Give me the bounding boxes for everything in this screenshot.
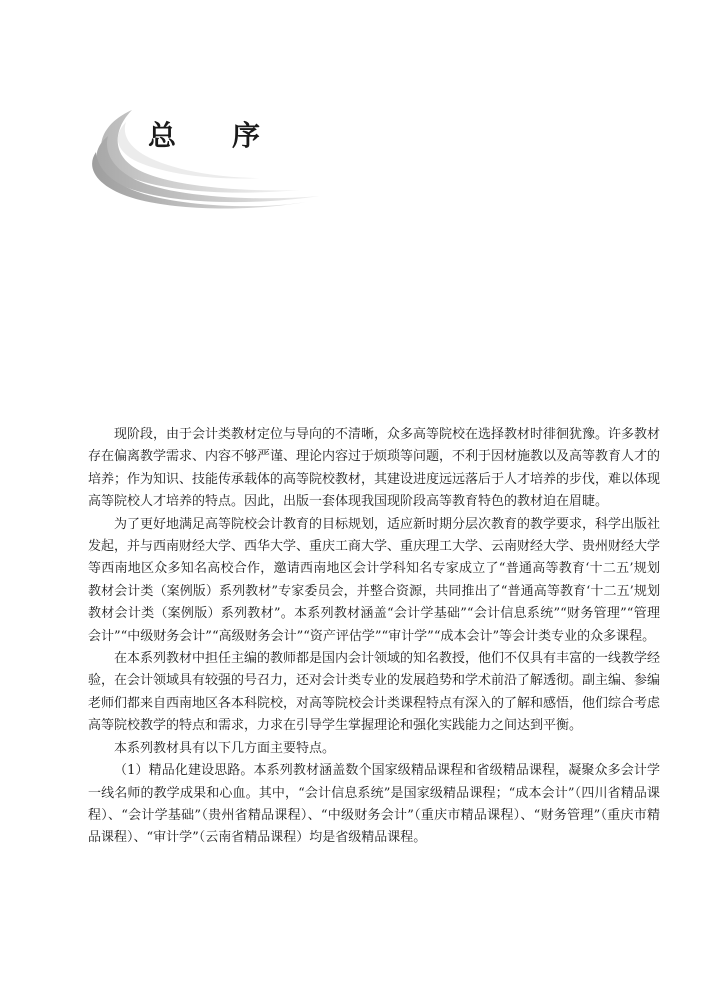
title-char-1: 总 xyxy=(148,119,177,152)
paragraph: （1）精品化建设思路。本系列教材涵盖数个国家级精品课程和省级精品课程，凝聚众多会计学一线名师的教学成果和心血。其中，“会计信息系统”是国家级精品课程；“成本会计”（四川省精品课程）、“会计学基础”（贵州省精品课程）、“中级财务会计”（重庆市精品课程）、“财务管理”（重庆市精品课程）、“审计学”（云南省精品课程）均是省级精品课程。 xyxy=(88,763,660,846)
preface-body xyxy=(88,424,660,850)
paragraph: 为了更好地满足高等院校会计教育的目标规划，适应新时期分层次教育的教学要求，科学出版社发起，并与西南财经大学、西华大学、重庆工商大学、重庆理工大学、云南财经大学、贵州财经大学等西南地区众多知名高校合作，邀请西南地区会计学科知名专家成立了“普通高等教育‘十二五’规划教材会计类（案例版）系列教材”专家委员会，并整合资源，共同推出了“普通高等教育‘十二五’规划教材会计类（案例版）系列教材”。本系列教材涵盖“会计学基础”“会计信息系统”“财务管理”“管理会计”“中级财务会计”“高级财务会计”“资产评估学”“审计学”“成本会计”等会计类专业的众多课程。 xyxy=(88,516,661,644)
paragraph: 现阶段，由于会计类教材定位与导向的不清晰，众多高等院校在选择教材时徘徊犹豫。许多教材存在偏离教学需求、内容不够严谨、理论内容过于烦琐等问题，不利于因材施教以及高等教育人才的培养；作为知识、技能传承载体的高等院校教材，其建设进度远远落后于人才培养的步伐，难以体现高等院校人才培养的特点。因此，出版一套体现我国现阶段高等教育特色的教材迫在眉睫。 xyxy=(88,427,661,510)
paragraph: 本系列教材具有以下几方面主要特点。 xyxy=(114,740,336,756)
decorative-swoosh-graphic xyxy=(0,0,706,300)
page-title xyxy=(148,114,288,154)
title-char-2: 序 xyxy=(232,119,261,152)
paragraph: 在本系列教材中担任主编的教师都是国内会计领域的知名教授，他们不仅具有丰富的一线教学经验，在会计领域具有较强的号召力，还对会计类专业的发展趋势和学术前沿了解透彻。副主编、参编老师们都来自西南地区各本科院校，对高等院校会计类课程特点有深入的了解和感悟，他们综合考虑高等院校教学的特点和需求，力求在引导学生掌握理论和强化实践能力之间达到平衡。 xyxy=(88,651,661,734)
